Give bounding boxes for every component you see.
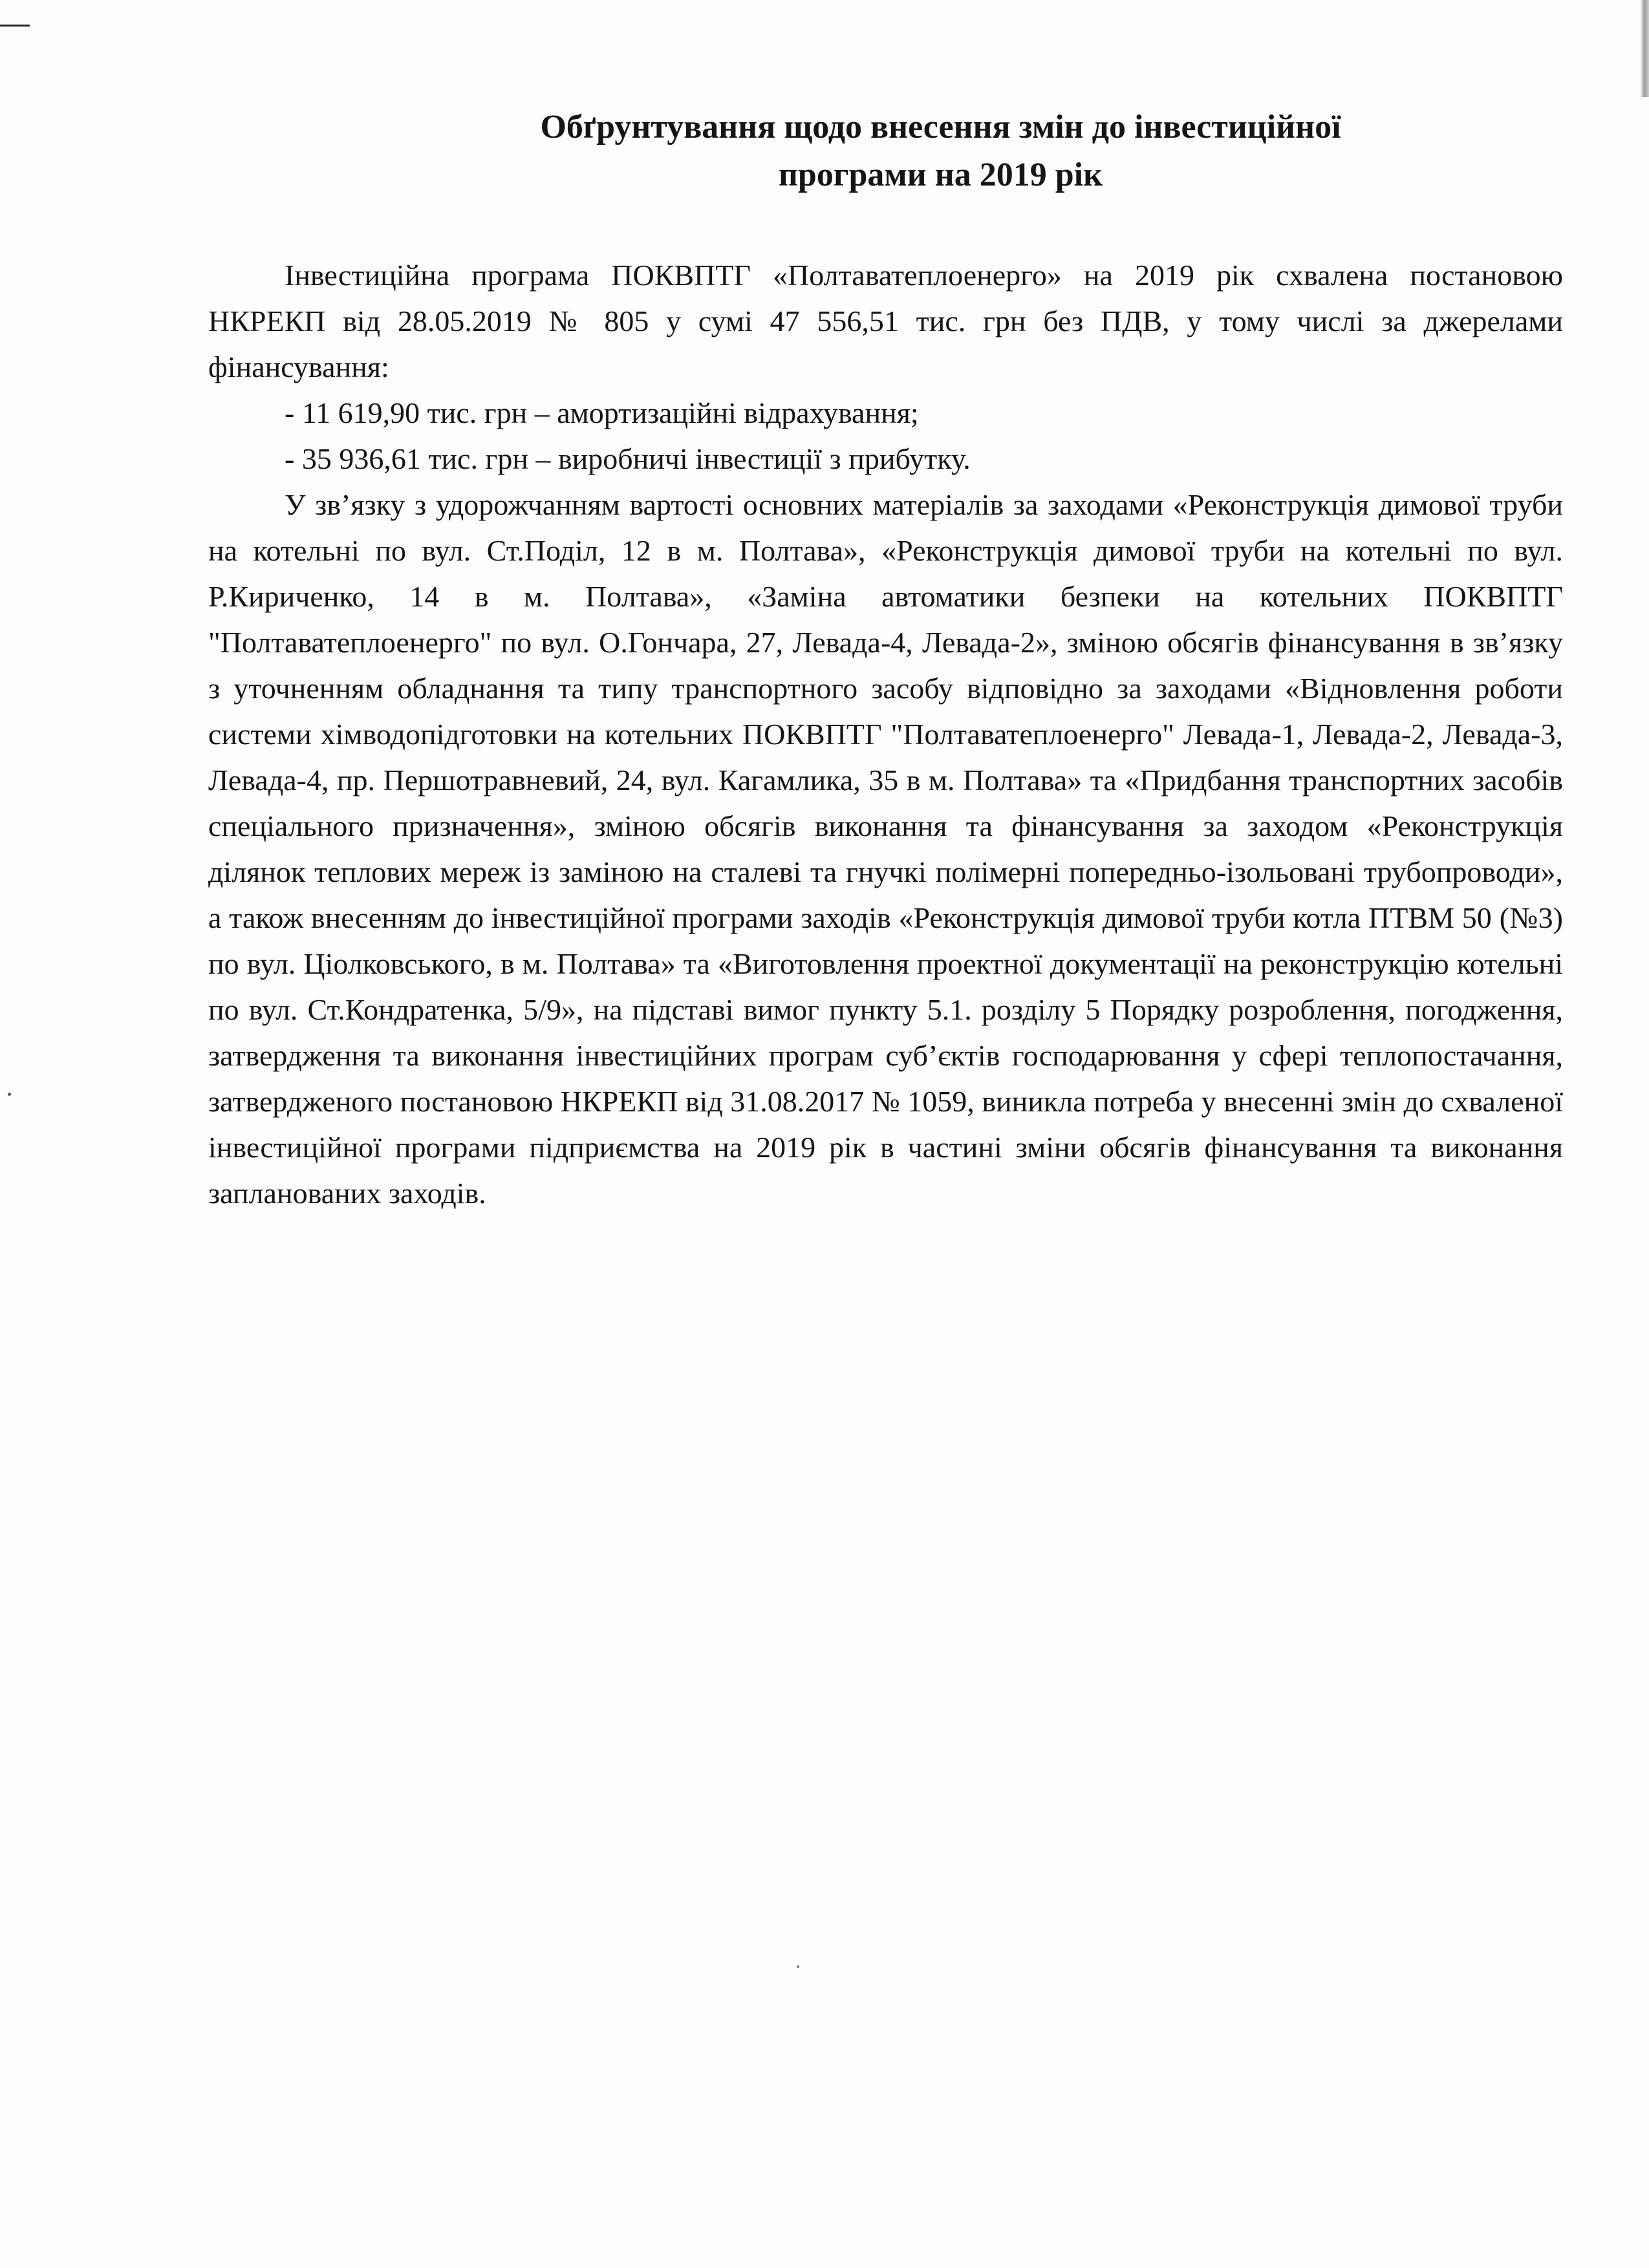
scan-speck [8, 1093, 11, 1096]
list-item-profit-investments: - 35 936,61 тис. грн – виробничі інвестиції з прибутку. [285, 442, 971, 475]
title-line-1: Обґрунтування щодо внесення змін до інвестиційної [540, 109, 1341, 145]
document-title [208, 103, 1563, 199]
paragraph-intro: Інвестиційна програма ПОКВПТГ «Полтаватеплоенерго» на 2019 рік схвалена постановою НКРЕКП від 28.05.2019 № 805 у сумі 47 556,51 тис. грн без ПДВ, у тому числі за джерелами фінансування: [208, 259, 1563, 383]
scan-edge-mark [0, 25, 30, 27]
paragraph-justification: У зв’язку з удорожчанням вартості основних матеріалів за заходами «Реконструкція димової труби на котельні по вул. Ст.Поділ, 12 в м. Полтава», «Реконструкція димової труби на котельні по вул. Р.Кириченко, 14 в м. Полтава», «Заміна автоматики безпеки на котельних ПОКВПТГ "Полтаватеплоенерго" по вул. О.Гончара, 27, Левада-4, Левада-2», зміною обсягів фінансування в зв’язку з уточненням обладнання та типу транспортного засобу відповідно за заходами «Відновлення роботи системи хімводопідготовки на котельних ПОКВПТГ "Полтаватеплоенерго" Левада-1, Левада-2, Левада-3, Левада-4, пр. Першотравневий, 24, вул. Кагамлика, 35 в м. Полтава» та «Придбання транспортних засобів спеціального призначення», зміною обсягів виконання та фінансування за заходом «Реконструкція ділянок теплових мереж із заміною на сталеві та гнучкі полімерні попередньо-ізольовані трубопроводи», а також внесенням до інвестиційної програми заходів «Реконструкція димової труби котла ПТВМ 50 (№3) по вул. Ціолковського, в м. Полтава» та «Виготовлення проектної документації на реконструкцію котельні по вул. Ст.Кондратенка, 5/9», на підставі вимог пункту 5.1. розділу 5 Порядку розроблення, погодження, затвердження та виконання інвестиційних програм суб’єктів господарювання у сфері теплопостачання, затвердженого постановою НКРЕКП від 31.08.2017 № 1059, виникла потреба у внесенні змін до схваленої інвестиційної програми підприємства на 2019 рік в частині зміни обсягів фінансування та виконання запланованих заходів. [208, 488, 1563, 1210]
title-line-2: програми на 2019 рік [778, 156, 1103, 193]
list-item-depreciation: - 11 619,90 тис. грн – амортизаційні відрахування; [285, 396, 919, 429]
scan-speck [797, 1965, 799, 1968]
document-page [208, 103, 1563, 1216]
scan-edge-shadow [1640, 0, 1649, 97]
document-body [208, 252, 1563, 1216]
